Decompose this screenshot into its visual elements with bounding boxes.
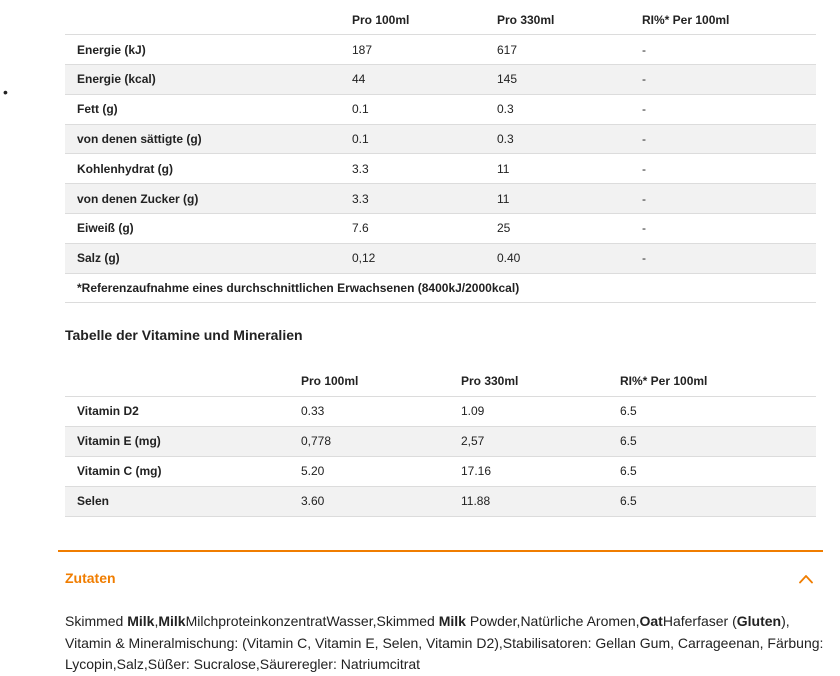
nutrient-label: Fett (g)	[77, 102, 118, 117]
footnote-row	[65, 273, 816, 303]
vitamin-label: Vitamin E (mg)	[77, 434, 161, 448]
table-row	[65, 154, 816, 184]
value-ri: -	[642, 102, 646, 117]
zutaten-title: Zutaten	[65, 570, 116, 586]
value-per-330ml: 617	[497, 42, 518, 57]
table-row	[65, 214, 816, 244]
allergen-text: Milk	[127, 613, 155, 629]
value-per-100ml: 0.1	[352, 102, 369, 117]
value-per-100ml: 7.6	[352, 221, 369, 236]
nutrition-table	[65, 5, 816, 303]
value-per-100ml: 3.3	[352, 191, 369, 206]
ingredient-text: Haferfaser (	[662, 613, 737, 629]
value-per-100ml: 44	[352, 72, 366, 87]
vitamin-label: Selen	[77, 494, 110, 508]
vitamins-header-per-100ml: Pro 100ml	[301, 373, 359, 388]
ingredients-text	[65, 611, 825, 676]
nutrition-header-per-330ml: Pro 330ml	[497, 12, 555, 27]
table-row	[65, 124, 816, 154]
table-row	[65, 65, 816, 95]
nutrition-header-ri: RI%* Per 100ml	[642, 12, 730, 27]
ingredient-text: ), Vitamin & Mineralmischung: (Vitamin C, Vitamin E, Selen, Vitamin D2),Stabilisatoren: Gellan Gum, Carrageenan, Färbung: Lycopin,Salz,Süßer: Sucralose,Säureregler: Natriumcitrat	[65, 613, 824, 672]
value-ri: -	[642, 72, 646, 87]
value-per-330ml: 11.88	[461, 494, 491, 508]
value-ri: 6.5	[620, 434, 637, 448]
allergen-text: Gluten	[736, 613, 782, 629]
table-row	[65, 426, 816, 456]
value-ri: -	[642, 221, 646, 236]
value-ri: -	[642, 161, 646, 176]
allergen-text: Milk	[438, 613, 466, 629]
vitamin-label: Vitamin D2	[77, 404, 139, 418]
vitamins-table	[65, 366, 816, 517]
table-row	[65, 486, 816, 516]
ingredient-text: MilchproteinkonzentratWasser,Skimmed	[185, 613, 439, 629]
bullet-dot: •	[3, 84, 8, 100]
allergen-text: Milk	[158, 613, 186, 629]
value-ri: -	[642, 191, 646, 206]
ingredient-text: Skimmed	[65, 613, 128, 629]
nutrition-header-per-100ml: Pro 100ml	[352, 12, 410, 27]
nutrient-label: Salz (g)	[77, 251, 120, 266]
value-per-330ml: 11	[497, 191, 510, 206]
nutrient-label: Eiweiß (g)	[77, 221, 134, 236]
value-per-330ml: 25	[497, 221, 511, 236]
zutaten-accordion-toggle[interactable]	[65, 570, 815, 590]
value-ri: -	[642, 132, 646, 147]
vitamins-header-per-330ml: Pro 330ml	[461, 373, 519, 388]
nutrient-label: Energie (kJ)	[77, 42, 146, 57]
table-row	[65, 456, 816, 486]
value-per-100ml: 0.1	[352, 132, 369, 147]
footnote: *Referenzaufnahme eines durchschnittlichen Erwachsenen (8400kJ/2000kcal)	[77, 281, 520, 296]
nutrient-label: Energie (kcal)	[77, 72, 156, 87]
nutrition-header-empty	[65, 5, 352, 35]
value-per-100ml: 5.20	[301, 464, 325, 478]
value-per-330ml: 11	[497, 161, 510, 176]
table-row	[65, 396, 816, 426]
nutrition-header-row	[65, 5, 816, 35]
table-row	[65, 94, 816, 124]
chevron-up-icon[interactable]	[799, 574, 813, 584]
table-row	[65, 35, 816, 65]
value-ri: -	[642, 251, 646, 266]
value-per-330ml: 17.16	[461, 464, 492, 478]
value-per-100ml: 187	[352, 42, 373, 57]
value-per-100ml: 0,12	[352, 251, 376, 266]
vitamins-header-empty	[65, 366, 301, 396]
value-per-330ml: 1.09	[461, 404, 485, 418]
nutrient-label: von denen Zucker (g)	[77, 191, 199, 206]
value-per-100ml: 0.33	[301, 404, 325, 418]
value-per-100ml: 0,778	[301, 434, 332, 448]
value-ri: 6.5	[620, 464, 637, 478]
nutrient-label: von denen sättigte (g)	[77, 132, 202, 147]
section-divider	[58, 550, 823, 552]
value-per-100ml: 3.60	[301, 494, 325, 508]
value-per-100ml: 3.3	[352, 161, 369, 176]
vitamin-label: Vitamin C (mg)	[77, 464, 162, 478]
vitamins-section-title: Tabelle der Vitamine und Mineralien	[65, 327, 303, 343]
table-row	[65, 243, 816, 273]
value-per-330ml: 0.3	[497, 102, 514, 117]
table-row	[65, 184, 816, 214]
allergen-text: Oat	[639, 613, 663, 629]
value-ri: 6.5	[620, 494, 637, 508]
value-ri: 6.5	[620, 404, 637, 418]
vitamins-header-ri: RI%* Per 100ml	[620, 373, 708, 388]
nutrient-label: Kohlenhydrat (g)	[77, 161, 173, 176]
ingredient-text: Powder,Natürliche Aromen,	[465, 613, 640, 629]
value-ri: -	[642, 42, 646, 57]
value-per-330ml: 0.3	[497, 132, 514, 147]
vitamins-header-row	[65, 366, 816, 396]
ingredient-text: ,	[154, 613, 159, 629]
value-per-330ml: 0.40	[497, 251, 521, 266]
value-per-330ml: 2,57	[461, 434, 485, 448]
value-per-330ml: 145	[497, 72, 518, 87]
